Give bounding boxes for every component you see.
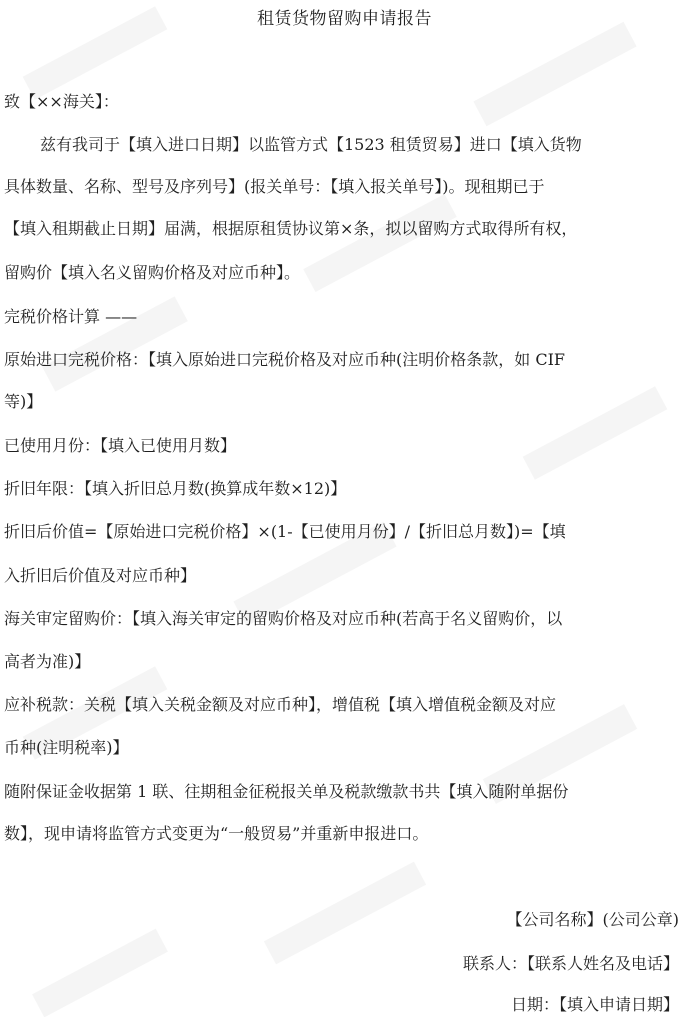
body-paragraph-1-line-2: 具体数量、名称、型号及序列号】(报关单号：【填入报关单号】)。现租期已于 [4, 177, 545, 196]
body-paragraph-1-line-3: 【填入租期截止日期】届满，根据原租赁协议第×条，拟以留购方式取得所有权， [4, 219, 578, 238]
customs-price-line-1: 海关审定留购价：【填入海关审定的留购价格及对应币种(若高于名义留购价，以 [4, 609, 563, 628]
depreciated-value-line-2: 入折旧后价值及对应币种】 [4, 566, 197, 585]
customs-price-line-2: 高者为准)】 [4, 652, 91, 671]
original-value-line-2: 等)】 [4, 392, 43, 411]
tax-line-2: 币种(注明税率)】 [4, 738, 129, 757]
original-value-line-1: 原始进口完税价格：【填入原始进口完税价格及对应币种(注明价格条款，如 CIF [4, 350, 565, 369]
contact-line: 联系人：【联系人姓名及电话】 [462, 954, 679, 973]
tax-line-1: 应补税款：关税【填入关税金额及对应币种】，增值税【填入增值税金额及对应 [4, 695, 557, 714]
body-paragraph-1-line-4: 留购价【填入名义留购价格及对应币种】。 [4, 263, 301, 282]
document-title: 租赁货物留购申请报告 [257, 9, 432, 29]
recipient-line: 致【××海关】： [4, 92, 119, 111]
used-months-line: 已使用月份：【填入已使用月数】 [4, 436, 237, 455]
body-paragraph-1-line-1: 兹有我司于【填入进口日期】以监管方式【1523 租赁贸易】进口【填入货物 [40, 135, 582, 154]
attachments-line-1: 随附保证金收据第 1 联、往期租金征税报关单及税款缴款书共【填入随附单据份 [4, 782, 569, 801]
calc-heading: 完税价格计算 —— [4, 307, 138, 326]
depreciation-term-line: 折旧年限：【填入折旧总月数(换算成年数×12)】 [4, 479, 347, 498]
depreciated-value-line-1: 折旧后价值=【原始进口完税价格】×(1-【已使用月份】/【折旧总月数】)=【填 [4, 522, 566, 541]
date-line: 日期：【填入申请日期】 [510, 995, 679, 1014]
company-signature: 【公司名称】(公司公章) [506, 910, 679, 929]
attachments-line-2: 数】，现申请将监管方式变更为“一般贸易”并重新申报进口。 [4, 824, 429, 843]
